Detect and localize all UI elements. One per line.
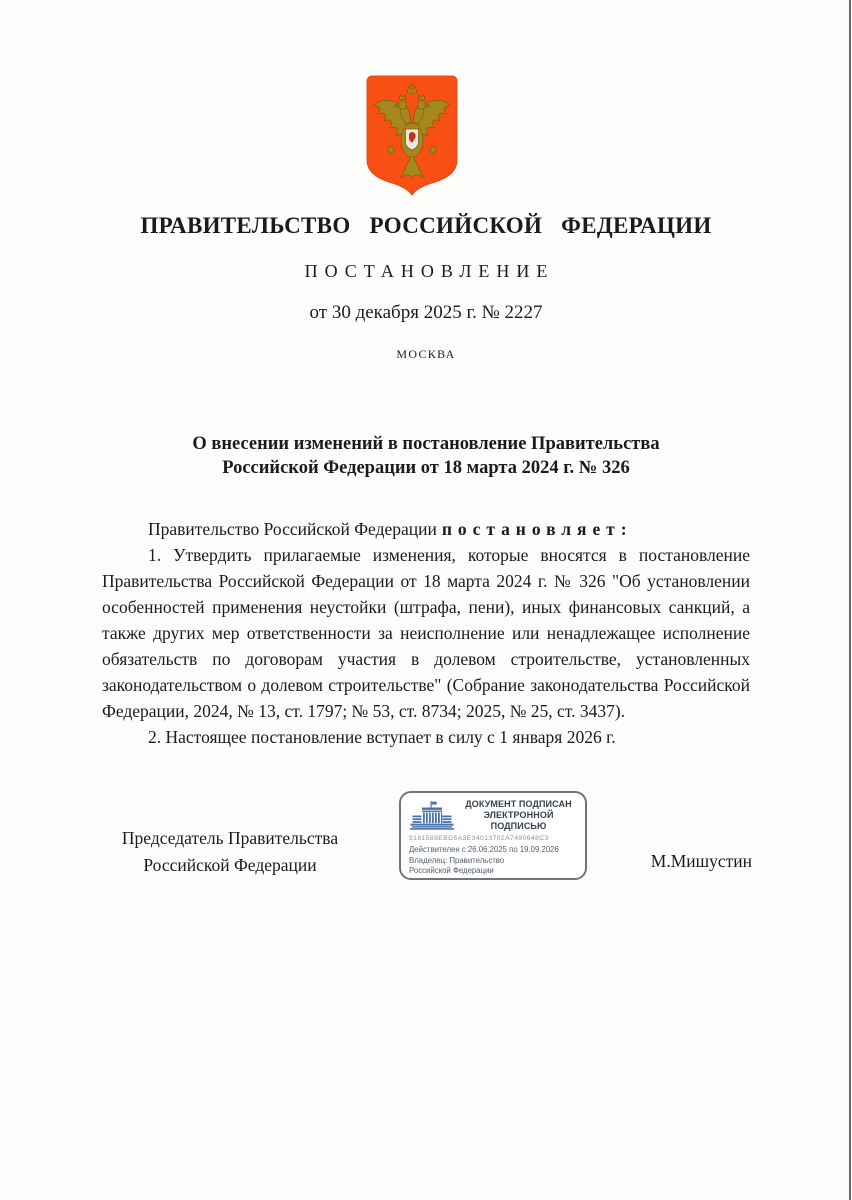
document-type: ПОСТАНОВЛЕНИЕ	[304, 261, 555, 281]
stamp-title-line2: ЭЛЕКТРОННОЙ ПОДПИСЬЮ	[483, 810, 554, 831]
stamp-title-line1: ДОКУМЕНТ ПОДПИСАН	[465, 799, 572, 809]
issuing-city: МОСКВА	[396, 347, 456, 361]
signer-position-line2: Российской Федерации	[143, 855, 317, 875]
signer-position-line1: Председатель Правительства	[121, 828, 339, 848]
document-title	[0, 432, 852, 480]
document-title-line2: Российской Федерации от 18 марта 2024 г. № 326	[222, 458, 630, 478]
electronic-signature-stamp	[399, 791, 587, 880]
issuing-authority-name: ПРАВИТЕЛЬСТВО РОССИЙСКОЙ ФЕДЕРАЦИИ	[140, 213, 712, 238]
document-date-number: от 30 декабря 2025 г. № 2227	[309, 302, 543, 323]
document-body	[102, 516, 750, 750]
body-paragraph-1: 1. Утвердить прилагаемые изменения, которые вносятся в постановление Правительства Российской Федерации от 18 марта 2024 г. № 326 "Об установлении особенностей применения неустойки (штрафа, пени), иных финансовых санкций, а также других мер ответственности за неисполнение или ненадлежащее исполнение обязательств по договорам участия в долевом строительстве, установленных законодательством о долевом строительстве" (Собрание законодательства Российской Федерации, 2024, № 13, ст. 1797; № 53, ст. 8734; 2025, № 25, ст. 3437).	[102, 545, 750, 721]
stamp-validity-period: Действителен с 26.06.2025 по 19.09.2026	[409, 845, 559, 854]
lead-paragraph	[102, 516, 750, 542]
stamp-title	[460, 799, 577, 832]
body-paragraph-2: 2. Настоящее постановление вступает в силу с 1 января 2026 г.	[148, 727, 616, 747]
russia-coat-of-arms-icon	[365, 74, 459, 198]
stamp-certificate-number: 5181588EBD5A3E34013702A7490648C3	[409, 835, 549, 842]
stamp-header	[409, 799, 577, 832]
signer-name: М.Мишустин	[650, 851, 752, 871]
document-title-line1: О внесении изменений в постановление Правительства	[192, 434, 660, 454]
lead-verb: постановляет:	[441, 519, 633, 539]
government-building-icon	[409, 801, 455, 831]
signer-position	[100, 825, 360, 879]
lead-text: Правительство Российской Федерации	[148, 519, 437, 539]
stamp-owner: Владелец: Правительство Российской Федерации	[409, 856, 505, 875]
scan-edge-artifact	[849, 0, 851, 1200]
